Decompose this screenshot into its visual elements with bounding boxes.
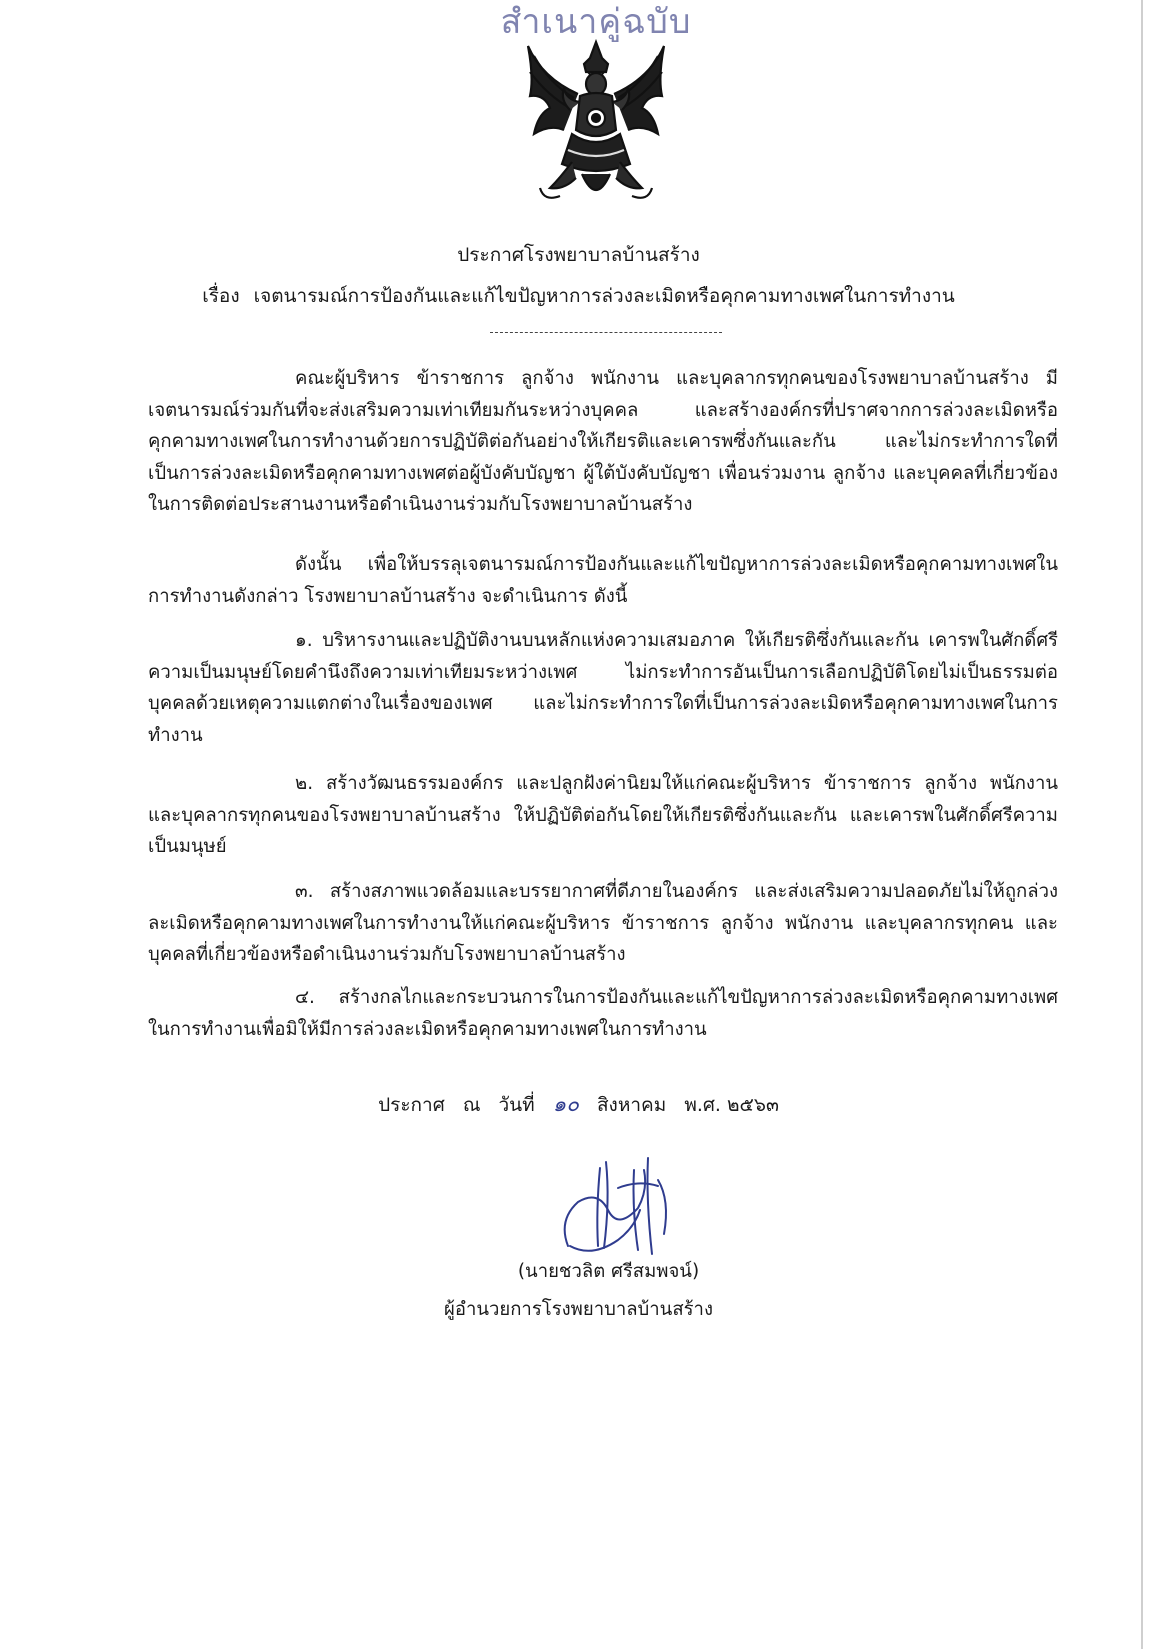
list-item-4: ๔. สร้างกลไกและกระบวนการในการป้องกันและแก้ไขปัญหาการล่วงละเมิดหรือคุกคามทางเพศในการทำงานเพื่อมิให้มีการล่วงละเมิดหรือคุกคามทางเพศในการทำงาน xyxy=(148,987,1058,1040)
intro-paragraph: คณะผู้บริหาร ข้าราชการ ลูกจ้าง พนักงาน และบุคลากรทุกคนของโรงพยาบาลบ้านสร้าง มีเจตนารมณ์ร่วมกันที่จะส่งเสริมความเท่าเทียมกันระหว่างบุคคล และสร้างองค์กรที่ปราศจากการล่วงละเมิดหรือคุกคามทางเพศในการทำงานด้วยการปฏิบัติต่อกันอย่างให้เกียรติและเคารพซึ่งกันและกัน และไม่กระทำการใดที่เป็นการล่วงละเมิดหรือคุกคามทางเพศต่อผู้บังคับบัญชา ผู้ใต้บังคับบัญชา เพื่อนร่วมงาน ลูกจ้าง และบุคคลที่เกี่ยวข้องในการติดต่อประสานงานหรือดำเนินงานร่วมกับโรงพยาบาลบ้านสร้าง xyxy=(148,368,1058,515)
date-day: ๑๐ xyxy=(552,1092,579,1116)
subject-line xyxy=(0,281,1157,311)
subject-label: เรื่อง xyxy=(202,285,240,307)
list-item-1: ๑. บริหารงานและปฏิบัติงานบนหลักแห่งความเสมอภาค ให้เกียรติซึ่งกันและกัน เคารพในศักดิ์ศรีความเป็นมนุษย์โดยคำนึงถึงความเท่าเทียมระหว่างเพศ ไม่กระทำการอันเป็นการเลือกปฏิบัติโดยไม่เป็นธรรมต่อบุคคลด้วยเหตุความแตกต่างในเรื่องของเพศ และไม่กระทำการใดที่เป็นการล่วงละเมิดหรือคุกคามทางเพศในการทำงาน xyxy=(148,630,1058,746)
subject-text: เจตนารมณ์การป้องกันและแก้ไขปัญหาการล่วงละเมิดหรือคุกคามทางเพศในการทำงาน xyxy=(253,285,955,307)
signatory-position: ผู้อำนวยการโรงพยาบาลบ้านสร้าง xyxy=(444,1299,713,1320)
purpose-paragraph: ดังนั้น เพื่อให้บรรลุเจตนารมณ์การป้องกันและแก้ไขปัญหาการล่วงละเมิดหรือคุกคามทางเพศในการทำงานดังกล่าว โรงพยาบาลบ้านสร้าง จะดำเนินการ ดังนี้ xyxy=(148,554,1058,607)
announcement-title: ประกาศโรงพยาบาลบ้านสร้าง xyxy=(457,244,700,266)
garuda-emblem-icon xyxy=(520,38,672,210)
title-divider xyxy=(490,332,722,333)
date-prefix: ประกาศ xyxy=(378,1094,445,1116)
announcement-date xyxy=(0,1088,1157,1121)
date-era: พ.ศ. xyxy=(684,1094,721,1116)
date-day-label: วันที่ xyxy=(498,1094,535,1116)
date-at: ณ xyxy=(462,1094,481,1116)
signatory-name: (นายชวลิต ศรีสมพจน์) xyxy=(517,1261,700,1282)
copy-stamp: สำเนาคู่ฉบับ xyxy=(500,2,692,42)
handwritten-signature xyxy=(548,1150,708,1268)
date-month: สิงหาคม xyxy=(596,1094,667,1116)
date-year: ๒๕๖๓ xyxy=(726,1094,779,1116)
list-item-2: ๒. สร้างวัฒนธรรมองค์กร และปลูกฝังค่านิยมให้แก่คณะผู้บริหาร ข้าราชการ ลูกจ้าง พนักงาน และบุคลากรทุกคนของโรงพยาบาลบ้านสร้าง ให้ปฏิบัติต่อกันโดยให้เกียรติซึ่งกันและกัน และเคารพในศักดิ์ศรีความเป็นมนุษย์ xyxy=(148,773,1058,857)
list-item-3: ๓. สร้างสภาพแวดล้อมและบรรยากาศที่ดีภายในองค์กร และส่งเสริมความปลอดภัยไม่ให้ถูกล่วงละเมิดหรือคุกคามทางเพศในการทำงานให้แก่คณะผู้บริหาร ข้าราชการ ลูกจ้าง พนักงาน และบุคลากรทุกคน และบุคคลที่เกี่ยวข้องหรือดำเนินงานร่วมกับโรงพยาบาลบ้านสร้าง xyxy=(148,881,1058,965)
